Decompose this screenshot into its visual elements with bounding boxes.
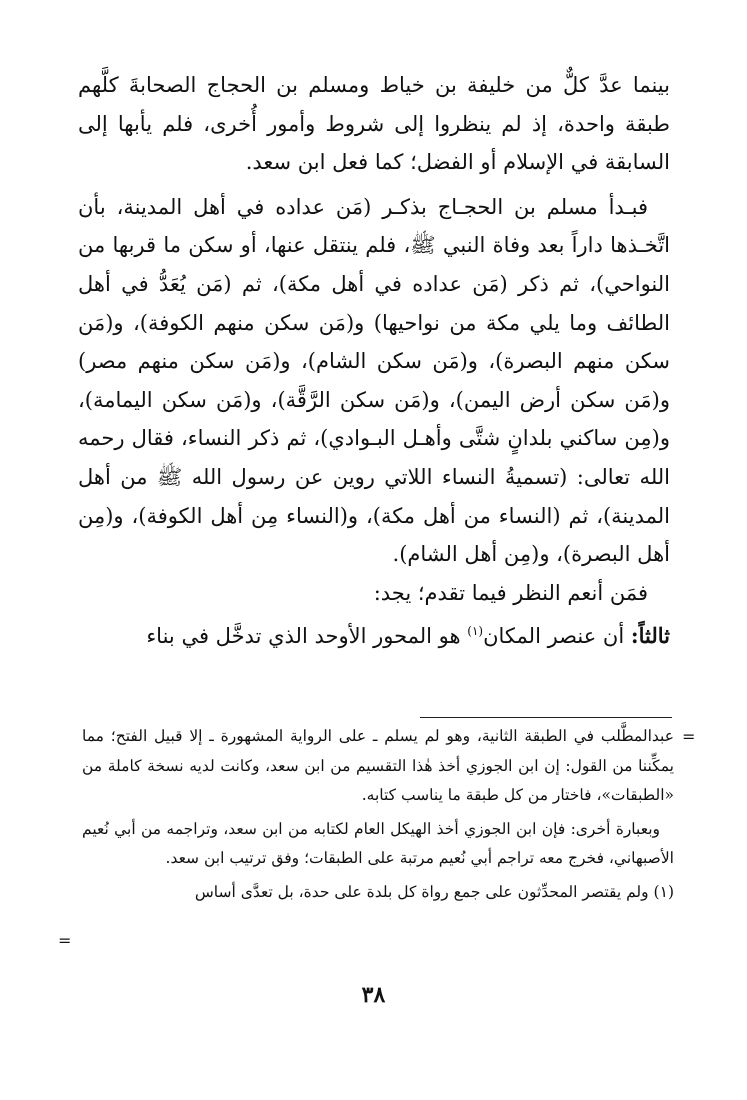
paragraph-4-text-a: أن عنصر المكان: [483, 624, 631, 649]
footnote-continuation-start-mark: =: [682, 727, 696, 746]
page-number: ٣٨: [361, 982, 386, 1008]
footnote-1: (١) ولم يقتصر المحدِّثون على جمع رواة كل بلدة على حدة، بل تعدَّى أساس: [194, 882, 674, 901]
paragraph-4: [78, 612, 670, 656]
footnotes: [82, 722, 674, 907]
paragraph-3: فمَن أنعم النظر فيما تقدم؛ يجد:: [373, 580, 648, 605]
footnote-ref-1[interactable]: (١): [467, 624, 484, 639]
main-text: [78, 66, 670, 656]
paragraph-4-label: ثالثاً:: [630, 623, 670, 649]
footnote-continued: عبدالمطَّلب في الطبقة الثانية، وهو لم يسلم ـ على الرواية المشهورة ـ إلا قبيل الفتح؛ مما يمكِّننا من القول: إن ابن الجوزي أخذ هٰذا التقسيم من ابن سعد، وكانت لديه نسخة كاملة من «الطبقات»، فاختار من كل طبقة ما يناسب كتابه.: [82, 727, 674, 804]
footnote-separator: [420, 717, 672, 718]
paragraph-4-text-b: هو المحور الأوحد الذي تدخَّل في بناء: [146, 624, 468, 649]
footnote-continued-2: وبعبارة أخرى: فإن ابن الجوزي أخذ الهيكل العام لكتابه من ابن سعد، وتراجمه من أبي نُعيم الأصبهاني، فخرج معه تراجم أبي نُعيم مرتبة على الطبقات؛ وفق ترتيب ابن سعد.: [82, 819, 674, 867]
footnote-continuation-end-mark: =: [58, 931, 72, 950]
paragraph-2: فبـدأ مسلم بن الحجـاج بذكـر (مَن عداده في أهل المدينة، بأن اتَّخـذها داراً بعد وفاة النبي ﷺ، فلم ينتقل عنها، أو سكن ما قربها من النواحي)، ثم ذكر (مَن عداده في أهل مكة)، ثم (مَن يُعَدُّ في أهل الطائف وما يلي مكة من نواحيها) و(مَن سكن منهم الكوفة)، و(مَن سكن منهم البصرة)، و(مَن سكن الشام)، و(مَن سكن منهم مصر) و(مَن سكن أرض اليمن)، و(مَن سكن الرَّقَّة)، و(مَن سكن اليمامة)، و(مِن ساكني بلدانٍ شتَّى وأهـل البـوادي)، ثم ذكر النساء، فقال رحمه الله تعالى: (تسميةُ النساء اللاتي روين عن رسول الله ﷺ من أهل المدينة)، ثم (النساء من أهل مكة)، و(النساء مِن أهل الكوفة)، و(مِن أهل البصرة)، و(مِن أهل الشام).: [78, 194, 670, 567]
paragraph-1: بينما عدَّ كلٌّ من خليفة بن خياط ومسلم بن الحجاج الصحابةَ كلَّهم طبقة واحدة، إذ لم ينظروا إلى شروط وأمور أُخرى، فلم يأبها إلى السابقة في الإسلام أو الفضل؛ كما فعل ابن سعد.: [78, 73, 670, 175]
